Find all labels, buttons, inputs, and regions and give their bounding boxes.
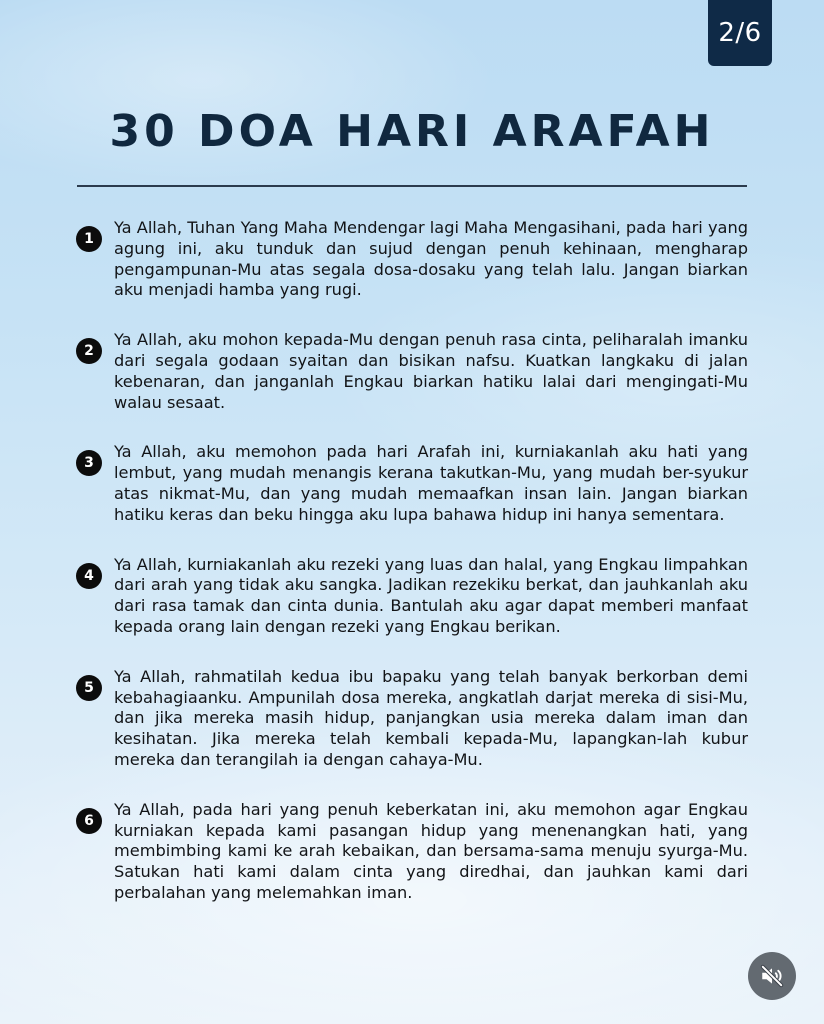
page-indicator-text: 2/6 [718, 18, 762, 48]
number-badge: 4 [76, 563, 102, 589]
number-badge: 2 [76, 338, 102, 364]
prayer-item-5 [76, 667, 748, 771]
mute-button[interactable] [748, 952, 796, 1000]
prayer-item-3 [76, 442, 748, 525]
prayer-item-6 [76, 800, 748, 904]
prayer-text: Ya Allah, rahmatilah kedua ibu bapaku yang telah banyak berkorban demi kebahagiaanku. Ampunilah dosa mereka, angkatlah darjat mereka di sisi-Mu, dan jika mereka masih hidup, panjangkan usia mereka dalam iman dan kesihatan. Jika mereka telah kembali kepada-Mu, lapangkan-lah kubur mereka dan terangilah ia dengan cahaya-Mu. [114, 666, 748, 769]
prayer-item-4 [76, 555, 748, 638]
prayer-text: Ya Allah, Tuhan Yang Maha Mendengar lagi Maha Mengasihani, pada hari yang agung ini, aku tunduk dan sujud dengan penuh kehinaan, mengharap pengampunan-Mu atas segala dosa-dosaku yang telah lalu. Jangan biarkan aku menjadi hamba yang rugi. [114, 218, 748, 300]
title-divider [77, 185, 747, 187]
number-badge: 1 [76, 226, 102, 252]
prayer-text: Ya Allah, kurniakanlah aku rezeki yang luas dan halal, yang Engkau limpahkan dari arah yang tidak aku sangka. Jadikan rezekiku berkat, dan jauhkanlah aku dari rasa tamak dan cinta dunia. Bantulah aku agar dapat memberi manfaat kepada orang lain dengan rezeki yang Engkau berikan. [114, 554, 748, 636]
speaker-muted-icon [759, 963, 785, 989]
page-indicator-badge [708, 0, 772, 66]
prayer-text: Ya Allah, aku mohon kepada-Mu dengan penuh rasa cinta, peliharalah imanku dari segala godaan syaitan dan bisikan nafsu. Kuatkan langkaku di jalan kebenaran, dan janganlah Engkau biarkan hatiku lalai dari mengingati-Mu walau sesaat. [114, 330, 748, 412]
number-badge: 3 [76, 450, 102, 476]
number-badge: 6 [76, 808, 102, 834]
prayer-list [76, 218, 748, 933]
prayer-text: Ya Allah, pada hari yang penuh keberkatan ini, aku memohon agar Engkau kurniakan kepada kami pasangan hidup yang menenangkan hati, yang membimbing kami ke arah kebaikan, dan bersama-sama menuju syurga-Mu. Satukan hati kami dalam cinta yang diredhai, dan jauhkan kami dari perbalahan yang melemahkan iman. [114, 799, 748, 902]
prayer-item-1 [76, 218, 748, 301]
prayer-text: Ya Allah, aku memohon pada hari Arafah ini, kurniakanlah aku hati yang lembut, yang mudah menangis kerana takutkan-Mu, yang mudah ber-syukur atas nikmat-Mu, dan yang mudah memaafkan insan lain. Jangan biarkan hatiku keras dan beku hingga aku lupa bahawa hidup ini hanya sementara. [114, 442, 748, 524]
number-badge: 5 [76, 675, 102, 701]
prayer-item-2 [76, 330, 748, 413]
page-title: 30 DOA HARI ARAFAH [109, 106, 715, 157]
